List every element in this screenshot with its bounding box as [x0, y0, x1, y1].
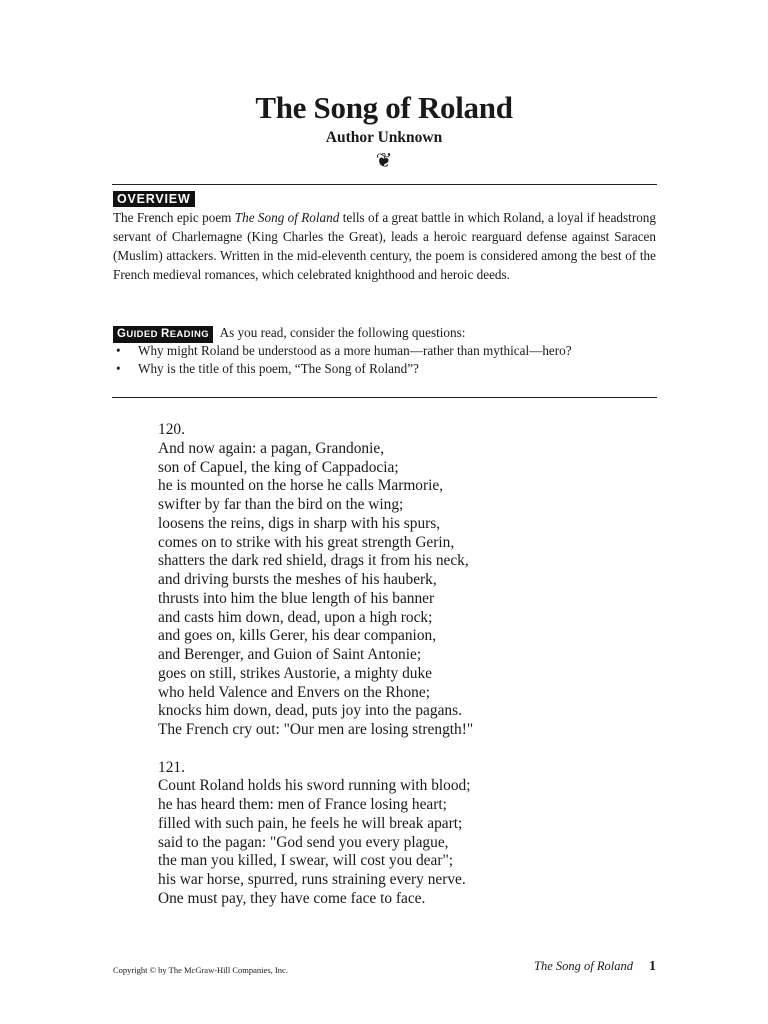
- poem-line: The French cry out: "Our men are losing strength!": [158, 721, 474, 738]
- bullet-icon: •: [116, 343, 121, 358]
- overview-text-start: The French epic poem: [113, 210, 235, 225]
- poem-line: he has heard them: men of France losing heart;: [158, 796, 447, 813]
- poem-line: swifter by far than the bird on the wing;: [158, 496, 404, 513]
- author-line: Author Unknown: [325, 129, 443, 146]
- guided-questions: [113, 342, 656, 378]
- bullet-icon: •: [116, 361, 121, 376]
- poem-line: One must pay, they have come face to face.: [158, 889, 426, 907]
- list-item: [113, 342, 656, 360]
- poem-line: and casts him down, dead, upon a high rock;: [158, 608, 433, 626]
- overview-label-box: OVERVIEW: [113, 191, 195, 207]
- overview-text-rest: tells of a great battle in which Roland, a loyal if headstrong servant of Charlemagne (King Charles the Great), leads a heroic rearguard defense against Saracen (Muslim) attackers. Written in the mid-eleventh century, the poem is considered among the best of the French medieval romances, which celebrated knighthood and heroic deeds.: [113, 210, 656, 282]
- poem-line: who held Valence and Envers on the Rhone;: [158, 683, 430, 701]
- stanza-number: 121.: [158, 758, 185, 776]
- poem-line: thrusts into him the blue length of his banner: [158, 589, 435, 607]
- poem-line: loosens the reins, digs in sharp with his spurs,: [158, 514, 441, 532]
- poem-line: he is mounted on the horse he calls Marmorie,: [158, 477, 444, 495]
- poem-stanza: [158, 759, 473, 909]
- bottom-divider: [112, 397, 657, 398]
- poem-line: said to the pagan: "God send you every plague,: [158, 833, 449, 851]
- guided-reading-intro: As you read, consider the following questions:: [219, 325, 466, 340]
- page-title: The Song of Roland: [255, 90, 513, 125]
- running-footer: [534, 959, 656, 975]
- list-item: [113, 360, 656, 378]
- poem-line: Count Roland holds his sword running with blood;: [158, 777, 471, 795]
- page-number: 1: [649, 959, 656, 974]
- guided-label-uided: UIDED: [126, 329, 161, 340]
- overview-label: [113, 191, 195, 207]
- poem-line: comes on to strike with his great strength Gerin,: [158, 533, 455, 551]
- overview-text: [113, 208, 656, 284]
- poem-line: and goes on, kills Gerer, his dear companion,: [158, 627, 437, 645]
- question-text: Why might Roland be understood as a more human—rather than mythical—hero?: [138, 343, 572, 358]
- poem-line: his war horse, spurred, runs straining every nerve.: [158, 871, 466, 888]
- fleuron-ornament-icon: ❦: [375, 150, 393, 172]
- poem-line: the man you killed, I swear, will cost you dear";: [158, 852, 454, 870]
- guided-label-r: R: [160, 328, 170, 340]
- poem-body: [158, 421, 473, 927]
- poem-line: filled with such pain, he feels he will break apart;: [158, 814, 463, 832]
- poem-line: shatters the dark red shield, drags it from his neck,: [158, 552, 469, 570]
- guided-label-g: G: [117, 328, 127, 340]
- question-text: Why is the title of this poem, “The Song of Roland”?: [138, 361, 419, 376]
- footer-title: The Song of Roland: [534, 959, 633, 973]
- poem-line: son of Capuel, the king of Cappadocia;: [158, 458, 399, 476]
- poem-line: and Berenger, and Guion of Saint Antonie;: [158, 646, 422, 663]
- stanza-number: 120.: [158, 421, 185, 438]
- poem-line: and driving bursts the meshes of his hauberk,: [158, 571, 437, 588]
- guided-reading-label: [113, 326, 213, 343]
- guided-label-eading: EADING: [169, 329, 210, 340]
- poem-line: knocks him down, dead, puts joy into the pagans.: [158, 702, 462, 720]
- guided-reading: [113, 324, 656, 343]
- poem-stanza: [158, 421, 473, 740]
- poem-line: goes on still, strikes Austorie, a mighty duke: [158, 664, 433, 682]
- top-divider: [112, 184, 657, 185]
- copyright-notice: Copyright © by The McGraw-Hill Companies, Inc.: [113, 965, 288, 975]
- poem-line: And now again: a pagan, Grandonie,: [158, 439, 385, 457]
- overview-poem-title: The Song of Roland: [234, 210, 340, 225]
